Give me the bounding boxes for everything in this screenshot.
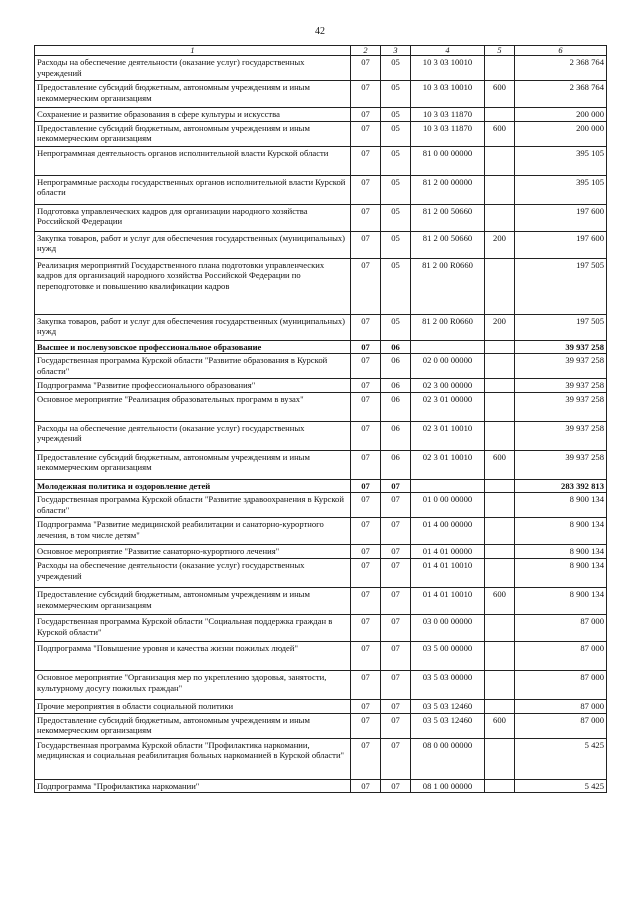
expense-type-cell [485,518,515,545]
column-header: 2 [351,46,381,56]
table-row [35,392,607,421]
target-article-cell: 08 1 00 00000 [411,779,485,793]
target-article-cell: 10 3 03 11870 [411,108,485,122]
row-name-cell: Высшее и послевузовское профессиональное образование [35,340,351,354]
subsection-code-cell: 07 [381,479,411,493]
amount-cell: 197 600 [515,204,607,231]
amount-cell: 2 368 764 [515,81,607,108]
table-row [35,450,607,479]
subsection-code-cell: 07 [381,738,411,779]
amount-cell: 39 937 258 [515,379,607,393]
section-code-cell: 07 [351,493,381,518]
section-code-cell: 07 [351,450,381,479]
column-header: 1 [35,46,351,56]
target-article-cell: 02 3 01 10010 [411,421,485,450]
table-row [35,614,607,641]
row-name-cell: Прочие мероприятия в области социальной политики [35,699,351,713]
section-code-cell: 07 [351,421,381,450]
amount-cell: 395 105 [515,146,607,175]
expense-type-cell [485,204,515,231]
expense-type-cell [485,779,515,793]
expense-type-cell [485,108,515,122]
table-row [35,738,607,779]
table-row [35,121,607,146]
amount-cell: 200 000 [515,121,607,146]
amount-cell: 197 600 [515,231,607,258]
section-code-cell: 07 [351,738,381,779]
amount-cell: 5 425 [515,738,607,779]
expense-type-cell [485,614,515,641]
section-code-cell: 07 [351,340,381,354]
expense-type-cell: 600 [485,81,515,108]
subsection-code-cell: 06 [381,340,411,354]
section-code-cell: 07 [351,146,381,175]
amount-cell: 395 105 [515,175,607,204]
amount-cell: 8 900 134 [515,558,607,587]
target-article-cell: 01 4 01 00000 [411,545,485,559]
amount-cell: 39 937 258 [515,421,607,450]
amount-cell: 87 000 [515,641,607,670]
row-name-cell: Подпрограмма "Развитие медицинской реабилитации и санаторно-курортного лечения, в том числе детям" [35,518,351,545]
table-row [35,779,607,793]
subsection-code-cell: 07 [381,518,411,545]
row-name-cell: Основное мероприятие "Развитие санаторно-курортного лечения" [35,545,351,559]
row-name-cell: Закупка товаров, работ и услуг для обеспечения государственных (муниципальных) нужд [35,231,351,258]
section-code-cell: 07 [351,699,381,713]
table-row [35,175,607,204]
section-code-cell: 07 [351,175,381,204]
target-article-cell: 03 0 00 00000 [411,614,485,641]
expense-type-cell: 200 [485,314,515,340]
target-article-cell: 10 3 03 10010 [411,81,485,108]
subsection-code-cell: 05 [381,108,411,122]
subsection-code-cell: 05 [381,314,411,340]
expense-type-cell [485,175,515,204]
column-header: 4 [411,46,485,56]
section-code-cell: 07 [351,670,381,699]
subsection-code-cell: 06 [381,421,411,450]
table-row [35,518,607,545]
amount-cell: 197 505 [515,258,607,314]
expense-type-cell [485,479,515,493]
row-name-cell: Расходы на обеспечение деятельности (оказание услуг) государственных учреждений [35,56,351,81]
row-name-cell: Подпрограмма "Повышение уровня и качества жизни пожилых людей" [35,641,351,670]
amount-cell: 283 392 813 [515,479,607,493]
section-code-cell: 07 [351,587,381,614]
table-row [35,204,607,231]
amount-cell: 39 937 258 [515,450,607,479]
row-name-cell: Реализация мероприятий Государственного плана подготовки управленческих кадров для организаций народного хозяйства Российской Федерации по переподготовке и повышению квалификации кадров [35,258,351,314]
target-article-cell: 01 4 01 10010 [411,558,485,587]
amount-cell: 8 900 134 [515,518,607,545]
amount-cell: 200 000 [515,108,607,122]
expense-type-cell [485,738,515,779]
expense-type-cell [485,641,515,670]
subsection-code-cell: 07 [381,558,411,587]
expense-type-cell [485,258,515,314]
expense-type-cell [485,545,515,559]
section-code-cell: 07 [351,713,381,738]
subsection-code-cell: 07 [381,699,411,713]
row-name-cell: Основное мероприятие "Реализация образовательных программ в вузах" [35,392,351,421]
column-header: 5 [485,46,515,56]
section-code-cell: 07 [351,81,381,108]
section-code-cell: 07 [351,354,381,379]
subsection-code-cell: 07 [381,670,411,699]
expense-type-cell [485,493,515,518]
section-code-cell: 07 [351,121,381,146]
section-code-cell: 07 [351,379,381,393]
target-article-cell: 81 2 00 00000 [411,175,485,204]
table-row [35,587,607,614]
row-name-cell: Закупка товаров, работ и услуг для обеспечения государственных (муниципальных) нужд [35,314,351,340]
expense-type-cell [485,340,515,354]
budget-table [34,45,607,793]
amount-cell: 87 000 [515,614,607,641]
expense-type-cell [485,146,515,175]
row-name-cell: Предоставление субсидий бюджетным, автономным учреждениям и иным некоммерческим организациям [35,81,351,108]
section-code-cell: 07 [351,641,381,670]
row-name-cell: Подготовка управленческих кадров для организации народного хозяйства Российской Федерации [35,204,351,231]
target-article-cell: 02 3 01 10010 [411,450,485,479]
table-row [35,379,607,393]
subsection-code-cell: 06 [381,450,411,479]
row-name-cell: Непрограммные расходы государственных органов исполнительной власти Курской области [35,175,351,204]
expense-type-cell: 600 [485,713,515,738]
table-row [35,558,607,587]
page-number: 42 [315,26,325,37]
amount-cell: 87 000 [515,699,607,713]
subsection-code-cell: 07 [381,614,411,641]
target-article-cell: 03 5 03 12460 [411,713,485,738]
target-article-cell: 81 0 00 00000 [411,146,485,175]
table-row [35,699,607,713]
target-article-cell: 02 3 00 00000 [411,379,485,393]
subsection-code-cell: 07 [381,493,411,518]
expense-type-cell: 600 [485,450,515,479]
target-article-cell: 81 2 00 R0660 [411,258,485,314]
row-name-cell: Подпрограмма "Профилактика наркомании" [35,779,351,793]
row-name-cell: Государственная программа Курской области "Развитие образования в Курской области" [35,354,351,379]
table-row [35,146,607,175]
target-article-cell: 03 5 03 00000 [411,670,485,699]
row-name-cell: Молодежная политика и оздоровление детей [35,479,351,493]
row-name-cell: Государственная программа Курской области "Развитие здравоохранения в Курской области" [35,493,351,518]
section-code-cell: 07 [351,258,381,314]
section-code-cell: 07 [351,479,381,493]
expense-type-cell: 600 [485,121,515,146]
table-row [35,670,607,699]
target-article-cell: 01 0 00 00000 [411,493,485,518]
subsection-code-cell: 05 [381,175,411,204]
section-code-cell: 07 [351,545,381,559]
target-article-cell: 10 3 03 11870 [411,121,485,146]
column-header: 3 [381,46,411,56]
expense-type-cell [485,699,515,713]
target-article-cell: 81 2 00 50660 [411,204,485,231]
target-article-cell: 02 0 00 00000 [411,354,485,379]
expense-type-cell [485,670,515,699]
amount-cell: 87 000 [515,670,607,699]
table-row [35,81,607,108]
amount-cell: 8 900 134 [515,587,607,614]
subsection-code-cell: 06 [381,379,411,393]
subsection-code-cell: 05 [381,81,411,108]
table-row [35,493,607,518]
amount-cell: 39 937 258 [515,340,607,354]
section-code-cell: 07 [351,558,381,587]
row-name-cell: Предоставление субсидий бюджетным, автономным учреждениям и иным некоммерческим организациям [35,121,351,146]
row-name-cell: Основное мероприятие "Организация мер по укреплению здоровья, занятости, культурному досугу пожилых граждан" [35,670,351,699]
target-article-cell: 81 2 00 R0660 [411,314,485,340]
table-row [35,479,607,493]
amount-cell: 87 000 [515,713,607,738]
subsection-code-cell: 07 [381,545,411,559]
row-name-cell: Подпрограмма "Развитие профессионального образования" [35,379,351,393]
section-code-cell: 07 [351,314,381,340]
subsection-code-cell: 05 [381,121,411,146]
table-row [35,108,607,122]
table-row [35,340,607,354]
target-article-cell [411,340,485,354]
target-article-cell: 10 3 03 10010 [411,56,485,81]
expense-type-cell [485,392,515,421]
section-code-cell: 07 [351,108,381,122]
section-code-cell: 07 [351,231,381,258]
section-code-cell: 07 [351,614,381,641]
row-name-cell: Расходы на обеспечение деятельности (оказание услуг) государственных учреждений [35,558,351,587]
table-row [35,545,607,559]
subsection-code-cell: 07 [381,587,411,614]
target-article-cell: 03 5 00 00000 [411,641,485,670]
target-article-cell: 08 0 00 00000 [411,738,485,779]
section-code-cell: 07 [351,518,381,545]
expense-type-cell [485,354,515,379]
row-name-cell: Государственная программа Курской области "Социальная поддержка граждан в Курской области" [35,614,351,641]
subsection-code-cell: 05 [381,146,411,175]
table-row [35,421,607,450]
table-header-row [35,46,607,56]
row-name-cell: Предоставление субсидий бюджетным, автономным учреждениям и иным некоммерческим организациям [35,450,351,479]
row-name-cell: Непрограммная деятельность органов исполнительной власти Курской области [35,146,351,175]
amount-cell: 2 368 764 [515,56,607,81]
subsection-code-cell: 05 [381,231,411,258]
amount-cell: 8 900 134 [515,545,607,559]
row-name-cell: Предоставление субсидий бюджетным, автономным учреждениям и иным некоммерческим организациям [35,587,351,614]
table-row [35,258,607,314]
table-row [35,314,607,340]
target-article-cell: 03 5 03 12460 [411,699,485,713]
table-row [35,641,607,670]
expense-type-cell: 600 [485,587,515,614]
amount-cell: 39 937 258 [515,354,607,379]
table-row [35,231,607,258]
subsection-code-cell: 05 [381,258,411,314]
column-header: 6 [515,46,607,56]
table-row [35,713,607,738]
expense-type-cell [485,558,515,587]
section-code-cell: 07 [351,56,381,81]
row-name-cell: Государственная программа Курской области "Профилактика наркомании, медицинская и социальная реабилитация больных наркоманией в Курской области" [35,738,351,779]
subsection-code-cell: 07 [381,713,411,738]
target-article-cell: 02 3 01 00000 [411,392,485,421]
expense-type-cell [485,56,515,81]
target-article-cell: 81 2 00 50660 [411,231,485,258]
subsection-code-cell: 07 [381,641,411,670]
target-article-cell: 01 4 01 10010 [411,587,485,614]
section-code-cell: 07 [351,779,381,793]
row-name-cell: Сохранение и развитие образования в сфере культуры и искусства [35,108,351,122]
row-name-cell: Предоставление субсидий бюджетным, автономным учреждениям и иным некоммерческим организациям [35,713,351,738]
subsection-code-cell: 05 [381,56,411,81]
subsection-code-cell: 06 [381,354,411,379]
target-article-cell [411,479,485,493]
table-row [35,354,607,379]
amount-cell: 8 900 134 [515,493,607,518]
table-row [35,56,607,81]
amount-cell: 39 937 258 [515,392,607,421]
section-code-cell: 07 [351,392,381,421]
section-code-cell: 07 [351,204,381,231]
expense-type-cell [485,379,515,393]
target-article-cell: 01 4 00 00000 [411,518,485,545]
subsection-code-cell: 06 [381,392,411,421]
subsection-code-cell: 05 [381,204,411,231]
amount-cell: 5 425 [515,779,607,793]
expense-type-cell [485,421,515,450]
subsection-code-cell: 07 [381,779,411,793]
expense-type-cell: 200 [485,231,515,258]
row-name-cell: Расходы на обеспечение деятельности (оказание услуг) государственных учреждений [35,421,351,450]
amount-cell: 197 505 [515,314,607,340]
